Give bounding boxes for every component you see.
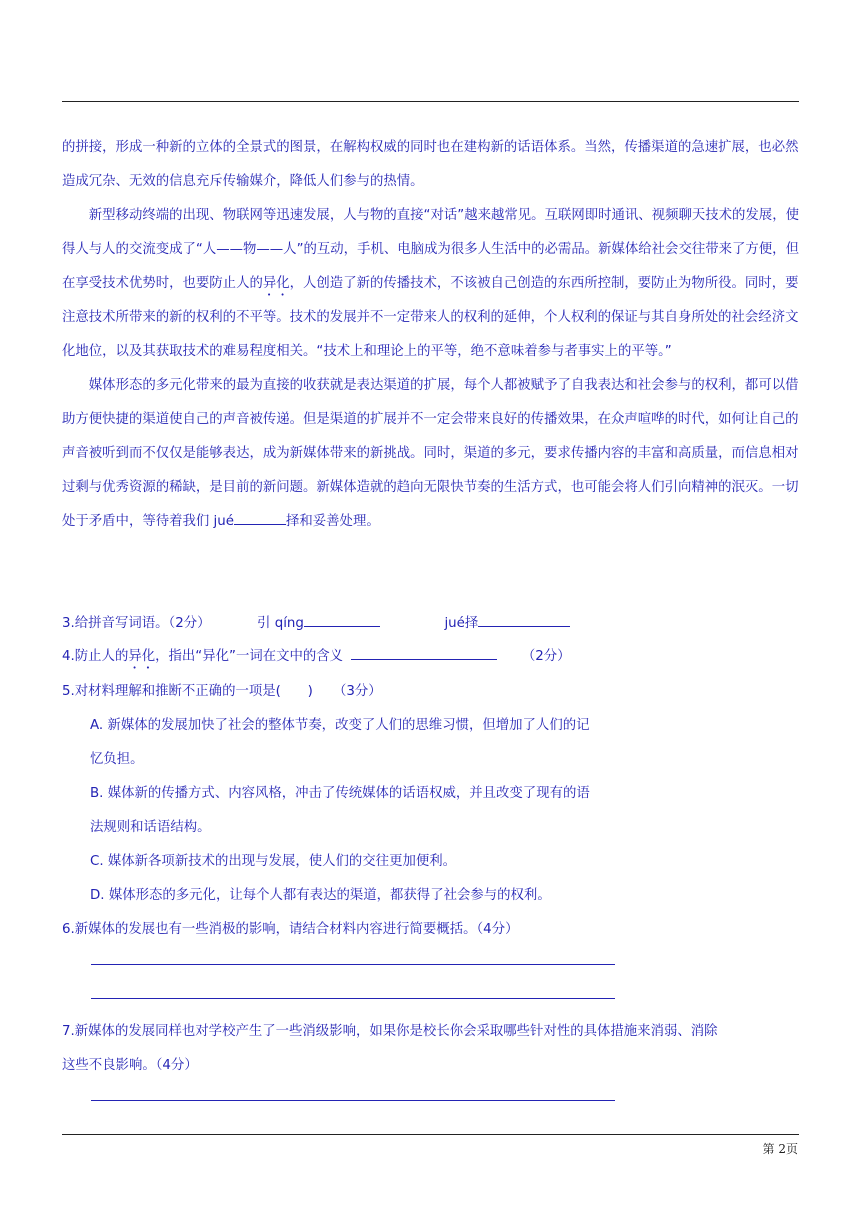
page-number: 第 2页 <box>762 1142 798 1156</box>
emphasized-term: 异化 <box>128 649 156 664</box>
question-3: 3.给拼音写词语。（2分） 引 qíng jué择 <box>62 612 570 631</box>
option-b-line-1: B. 媒体新的传播方式、内容风格，冲击了传统媒体的话语权威，并且改变了现有的语 <box>90 786 590 801</box>
answer-blank-meaning[interactable] <box>351 645 497 660</box>
option-c: C. 媒体新各项新技术的出现与发展，使人们的交往更加便利。 <box>90 854 457 869</box>
answer-line-q7[interactable] <box>91 1100 615 1101</box>
answer-blank-qing[interactable] <box>304 612 380 627</box>
option-d: D. 媒体形态的多元化，让每个人都有表达的渠道，都获得了社会参与的权利。 <box>90 888 551 903</box>
fill-blank[interactable] <box>234 510 286 525</box>
question-5: 5.对材料理解和推断不正确的一项是( ) （3分） <box>62 684 382 699</box>
answer-line-q6-2[interactable] <box>91 998 615 999</box>
passage-paragraph-3: 媒体形态的多元化带来的最为直接的收获就是表达渠道的扩展，每个人都被赋予了自我表达和社会参与的权利，都可以借助方便快捷的渠道使自己的声音被传递。但是渠道的扩展并不一定会带来良好的传播效果，在众声喧哗的时代，如何让自己的声音被听到而不仅仅是能够表达，成为新媒体带来的新挑战。同时，渠道的多元，要求传播内容的丰富和高质量，而信息相对过剩与优秀资源的稀缺，是目前的新问题。新媒体造就的趋向无限快节奏的生活方式，也可能会将人们引向精神的泯灭。一切处于矛盾中，等待着我们 jué 择和妥善处理。 <box>62 378 799 529</box>
emphasized-term: 异化 <box>262 276 290 291</box>
header-rule <box>62 101 799 102</box>
answer-line-q6-1[interactable] <box>91 964 615 965</box>
option-a-line-1: A. 新媒体的发展加快了社会的整体节奏，改变了人们的思维习惯，但增加了人们的记 <box>90 718 590 733</box>
question-7-line-1: 7.新媒体的发展同样也对学校产生了一些消级影响，如果你是校长你会采取哪些针对性的具体措施来消弱、消除 <box>62 1024 718 1039</box>
passage-paragraph-1: 的拼接，形成一种新的立体的全景式的图景，在解构权威的同时也在建构新的话语体系。当然，传播渠道的急速扩展，也必然造成冗杂、无效的信息充斥传输媒介，降低人们参与的热情。 <box>62 140 799 189</box>
reading-passage <box>62 131 799 539</box>
question-4: 4.防止人的异化，指出“异化”一词在文中的含义 （2分） <box>62 645 571 672</box>
question-7-line-2: 这些不良影响。（4分） <box>62 1058 198 1073</box>
answer-blank-jue[interactable] <box>478 612 570 627</box>
footer-rule <box>62 1134 799 1135</box>
passage-paragraph-2: 新型移动终端的出现、物联网等迅速发展，人与物的直接“对话”越来越常见。互联网即时通讯、视频聊天技术的发展，使得人与人的交流变成了“人——物——人”的互动，手机、电脑成为很多人生活中的必需品。新媒体给社会交往带来了方便，但在享受技术优势时，也要防止人的异化，人创造了新的传播技术，不该被自己创造的东西所控制，要防止为物所役。同时，要注意技术所带来的新的权利的不平等。技术的发展并不一定带来人的权利的延伸，个人权利的保证与其自身所处的社会经济文化地位，以及其获取技术的难易程度相关。“技术上和理论上的平等，绝不意味着参与者事实上的平等。” <box>62 208 799 359</box>
option-b-line-2: 法规则和话语结构。 <box>90 820 211 835</box>
question-6: 6.新媒体的发展也有一些消极的影响，请结合材料内容进行简要概括。（4分） <box>62 922 519 937</box>
option-a-line-2: 忆负担。 <box>90 752 144 767</box>
